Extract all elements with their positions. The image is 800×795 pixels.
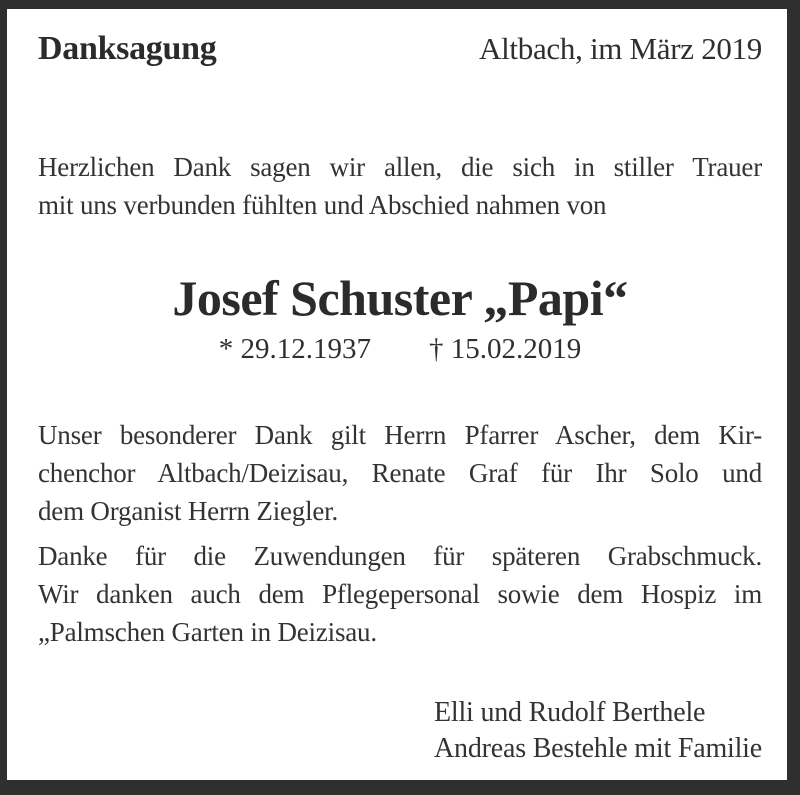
mourner-line: Elli und Rudolf Berthele [434, 697, 706, 728]
place-dateline: Altbach, im März 2019 [479, 31, 762, 66]
thanks-donations-line: „Palmschen Garten in Deizisau. [38, 617, 377, 647]
mourner-line: Andreas Bestehle mit Familie [434, 733, 762, 764]
deceased-name: Josef Schuster „Papi“ [172, 270, 628, 326]
mourners [434, 695, 762, 767]
death-date: † 15.02.2019 [429, 333, 582, 365]
thanks-clergy-line: Unser besonderer Dank gilt Herrn Pfarrer Ascher, dem Kir- [38, 420, 762, 450]
life-dates [38, 332, 762, 366]
notice-title: Danksagung [38, 30, 217, 67]
intro-line: mit uns verbunden fühlten und Abschied nahmen von [38, 190, 607, 220]
signature-block [38, 695, 762, 767]
thanks-donations-paragraph [38, 537, 762, 651]
thanks-clergy-line: chenchor Altbach/Deizisau, Renate Graf für Ihr Solo und [38, 458, 762, 488]
thanks-clergy-line: dem Organist Herrn Ziegler. [38, 496, 339, 526]
intro-paragraph [38, 148, 762, 224]
birth-date: * 29.12.1937 [218, 333, 371, 365]
notice-content [7, 9, 787, 780]
intro-line: Herzlichen Dank sagen wir allen, die sich in stiller Trauer [38, 152, 762, 182]
thanks-donations-line: Wir danken auch dem Pflegepersonal sowie dem Hospiz im [38, 579, 762, 609]
thanks-donations-line: Danke für die Zuwendungen für späteren Grabschmuck. [38, 541, 762, 571]
notice-header [38, 30, 762, 68]
thanks-clergy-paragraph [38, 416, 762, 530]
